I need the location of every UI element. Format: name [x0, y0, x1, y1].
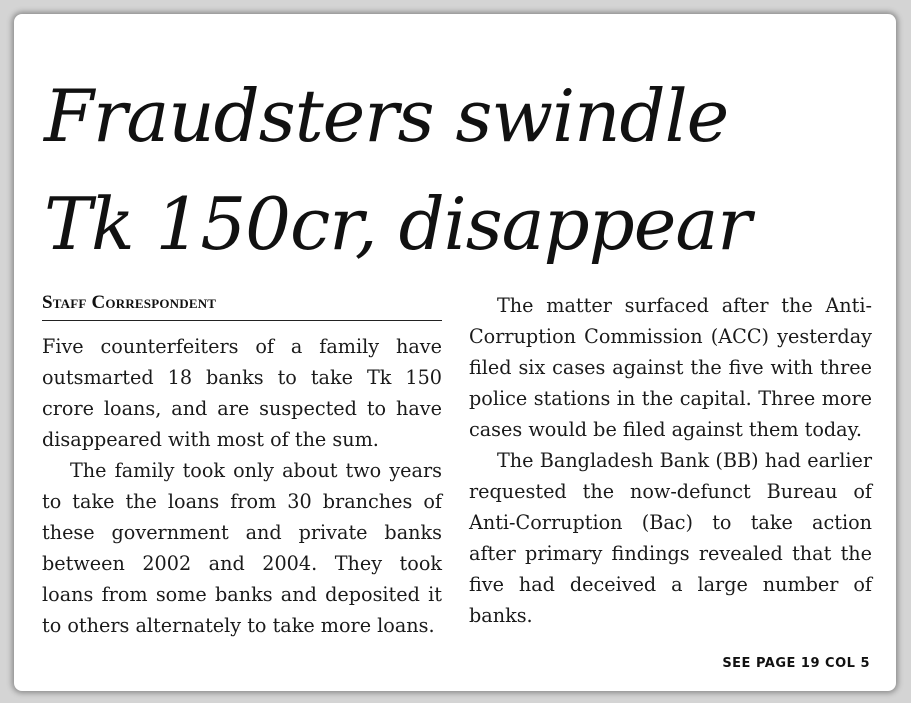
right-column [469, 290, 872, 631]
headline [44, 62, 884, 278]
paragraph: The matter surfaced after the Anti-Corruption Commission (ACC) yesterday filed six cases against the five with three police stations in the capital. Three more cases would be filed against them today. [469, 294, 872, 441]
paragraph: The Bangladesh Bank (BB) had earlier requested the now-defunct Bureau of Anti-Corruption (Bac) to take action after primary findings revealed that the five had deceived a large number of banks. [469, 449, 872, 627]
left-column [42, 290, 442, 641]
paragraph: The family took only about two years to take the loans from 30 branches of these government and private banks between 2002 and 2004. They took loans from some banks and deposited it to others alternately to take more loans. [42, 459, 442, 637]
byline: Staff Correspondent [42, 290, 442, 321]
headline-line-1: Fraudsters swindle [44, 74, 729, 158]
news-clipping [14, 14, 896, 691]
continuation-jump-line: SEE PAGE 19 COL 5 [722, 656, 870, 671]
paragraph: Five counterfeiters of a family have outsmarted 18 banks to take Tk 150 crore loans, and are suspected to have disappeared with most of the sum. [42, 335, 442, 451]
headline-line-2: Tk 150cr, disappear [44, 182, 751, 266]
